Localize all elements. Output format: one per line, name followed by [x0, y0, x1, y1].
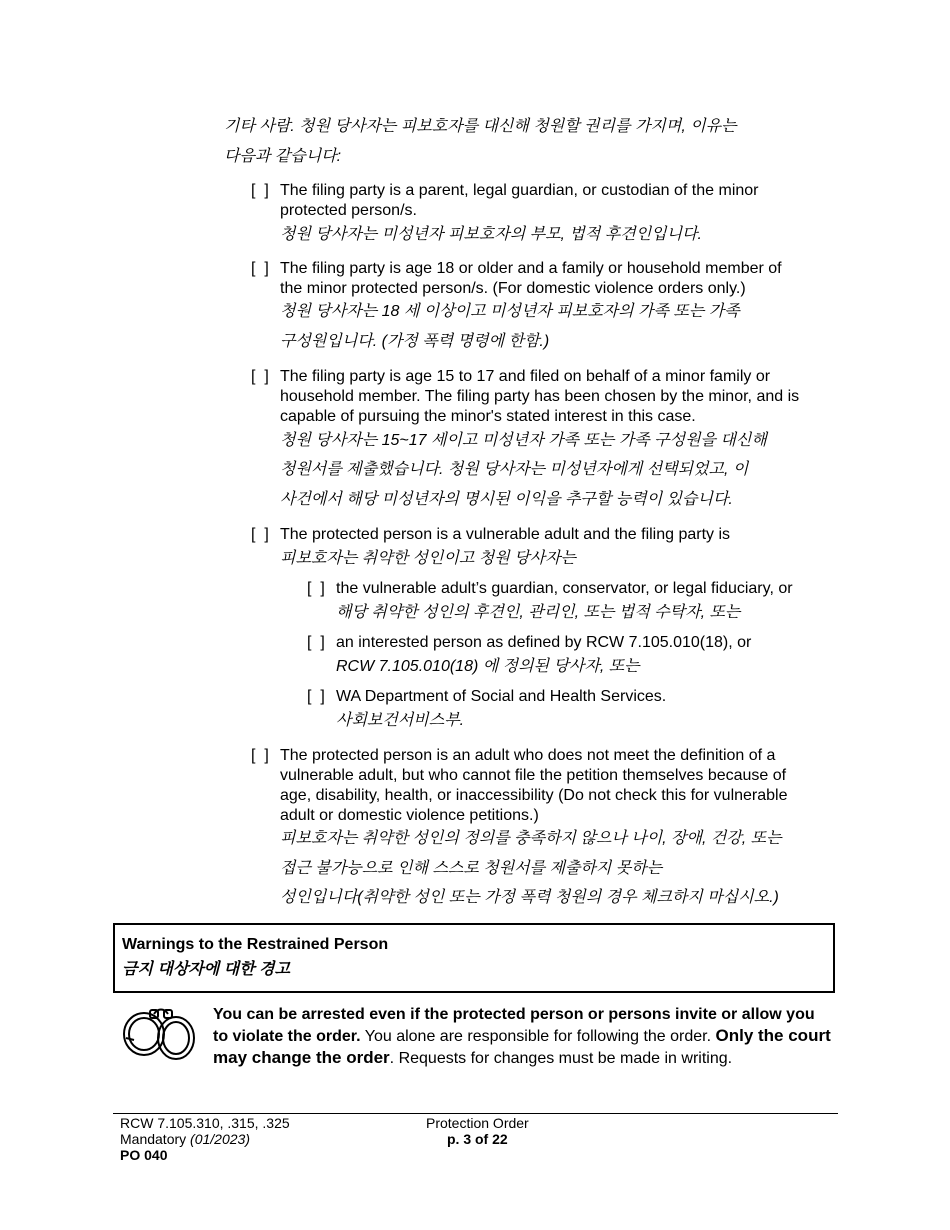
intro-line-2: 다음과 같습니다: [224, 148, 342, 165]
item-4-ko-1: 피보호자는 취약한 성인이고 청원 당사자는 [280, 550, 576, 567]
intro-line-1: 기타 사람. 청원 당사자는 피보호자를 대신해 청원할 권리를 가지며, 이유는 [224, 118, 737, 135]
warnings-section-box [113, 923, 835, 993]
item-5-en-3: age, disability, health, or inaccessibility (Do not check this for vulnerable [280, 787, 788, 804]
checkbox-interested-person[interactable]: [ ] [307, 634, 325, 651]
item-1-en-1: The filing party is a parent, legal guardian, or custodian of the minor [280, 182, 759, 199]
handcuffs-icon [120, 1004, 200, 1064]
footer-mandatory-date: (01/2023) [190, 1131, 250, 1147]
item-2-en-2: the minor protected person/s. (For domestic violence orders only.) [280, 280, 746, 297]
subitem-3-en: WA Department of Social and Health Services. [336, 688, 667, 705]
footer-title: Protection Order [426, 1115, 529, 1131]
item-3-ko-3: 사건에서 해당 미성년자의 명시된 이익을 추구할 능력이 있습니다. [280, 491, 733, 508]
subitem-2-en: an interested person as defined by RCW 7.105.010(18), or [336, 634, 752, 651]
warning-normal-2: . Requests for changes must be made in writing. [389, 1050, 733, 1067]
footer-mandatory [120, 1131, 250, 1147]
item-3-ko-2: 청원서를 제출했습니다. 청원 당사자는 미성년자에게 선택되었고, 이 [280, 461, 749, 478]
item-3-en-3: capable of pursuing the minor's stated interest in this case. [280, 408, 696, 425]
item-4-en-1: The protected person is a vulnerable adult and the filing party is [280, 526, 731, 543]
item-5-en-1: The protected person is an adult who does not meet the definition of a [280, 747, 776, 764]
item-5-ko-3: 성인입니다(취약한 성인 또는 가정 폭력 청원의 경우 체크하지 마십시오.) [280, 889, 779, 906]
item-3-en-2: household member. The filing party has been chosen by the minor, and is [280, 388, 800, 405]
subitem-2-ko: RCW 7.105.010(18) 에 정의된 당사자, 또는 [336, 658, 640, 675]
item-2-ko-1: 청원 당사자는 18 세 이상이고 미성년자 피보호자의 가족 또는 가족 [280, 303, 740, 320]
checkbox-age-15-17[interactable]: [ ] [251, 368, 269, 385]
checkbox-adult-cannot-file[interactable]: [ ] [251, 747, 269, 764]
footer-page-number: p. 3 of 22 [447, 1131, 508, 1147]
checkbox-dshs[interactable]: [ ] [307, 688, 325, 705]
item-5-ko-1: 피보호자는 취약한 성인의 정의를 충족하지 않으나 나이, 장애, 건강, 또는 [280, 830, 782, 847]
warnings-title-en: Warnings to the Restrained Person [122, 936, 389, 953]
warning-bold-2: Only the court may change the order [213, 1026, 831, 1067]
item-5-en-2: vulnerable adult, but who cannot file the petition themselves because of [280, 767, 787, 784]
subitem-1-en: the vulnerable adult’s guardian, conservator, or legal fiduciary, or [336, 580, 793, 597]
warning-bold-1: You can be arrested even if the protected person or persons invite or allow you to violate the order. [213, 1006, 815, 1045]
checkbox-age-18-family[interactable]: [ ] [251, 260, 269, 277]
footer-divider [113, 1113, 838, 1114]
footer-statute: RCW 7.105.310, .315, .325 [120, 1115, 290, 1131]
item-2-ko-2: 구성원입니다. (가정 폭력 명령에 한함.) [280, 333, 550, 350]
footer-mandatory-label: Mandatory [120, 1131, 187, 1147]
item-3-ko-1: 청원 당사자는 15~17 세이고 미성년자 가족 또는 가족 구성원을 대신해 [280, 432, 767, 449]
subitem-1-ko: 해당 취약한 성인의 후견인, 관리인, 또는 법적 수탁자, 또는 [336, 604, 741, 621]
item-2-en-1: The filing party is age 18 or older and a family or household member of [280, 260, 782, 277]
checkbox-guardian-conservator[interactable]: [ ] [307, 580, 325, 597]
item-1-ko-1: 청원 당사자는 미성년자 피보호자의 부모, 법적 후견인입니다. [280, 226, 702, 243]
subitem-3-ko: 사회보건서비스부. [336, 712, 465, 729]
item-1-en-2: protected person/s. [280, 202, 417, 219]
item-3-en-1: The filing party is age 15 to 17 and filed on behalf of a minor family or [280, 368, 771, 385]
item-5-ko-2: 접근 불가능으로 인해 스스로 청원서를 제출하지 못하는 [280, 860, 663, 877]
item-5-en-4: adult or domestic violence petitions.) [280, 807, 539, 824]
warnings-title-ko: 금지 대상자에 대한 경고 [122, 961, 290, 978]
warning-paragraph [213, 1004, 833, 1069]
checkbox-vulnerable-adult[interactable]: [ ] [251, 526, 269, 543]
warning-normal-1: You alone are responsible for following the order. [360, 1028, 716, 1045]
footer-form-id: PO 040 [120, 1147, 168, 1163]
checkbox-parent-guardian[interactable]: [ ] [251, 182, 269, 199]
